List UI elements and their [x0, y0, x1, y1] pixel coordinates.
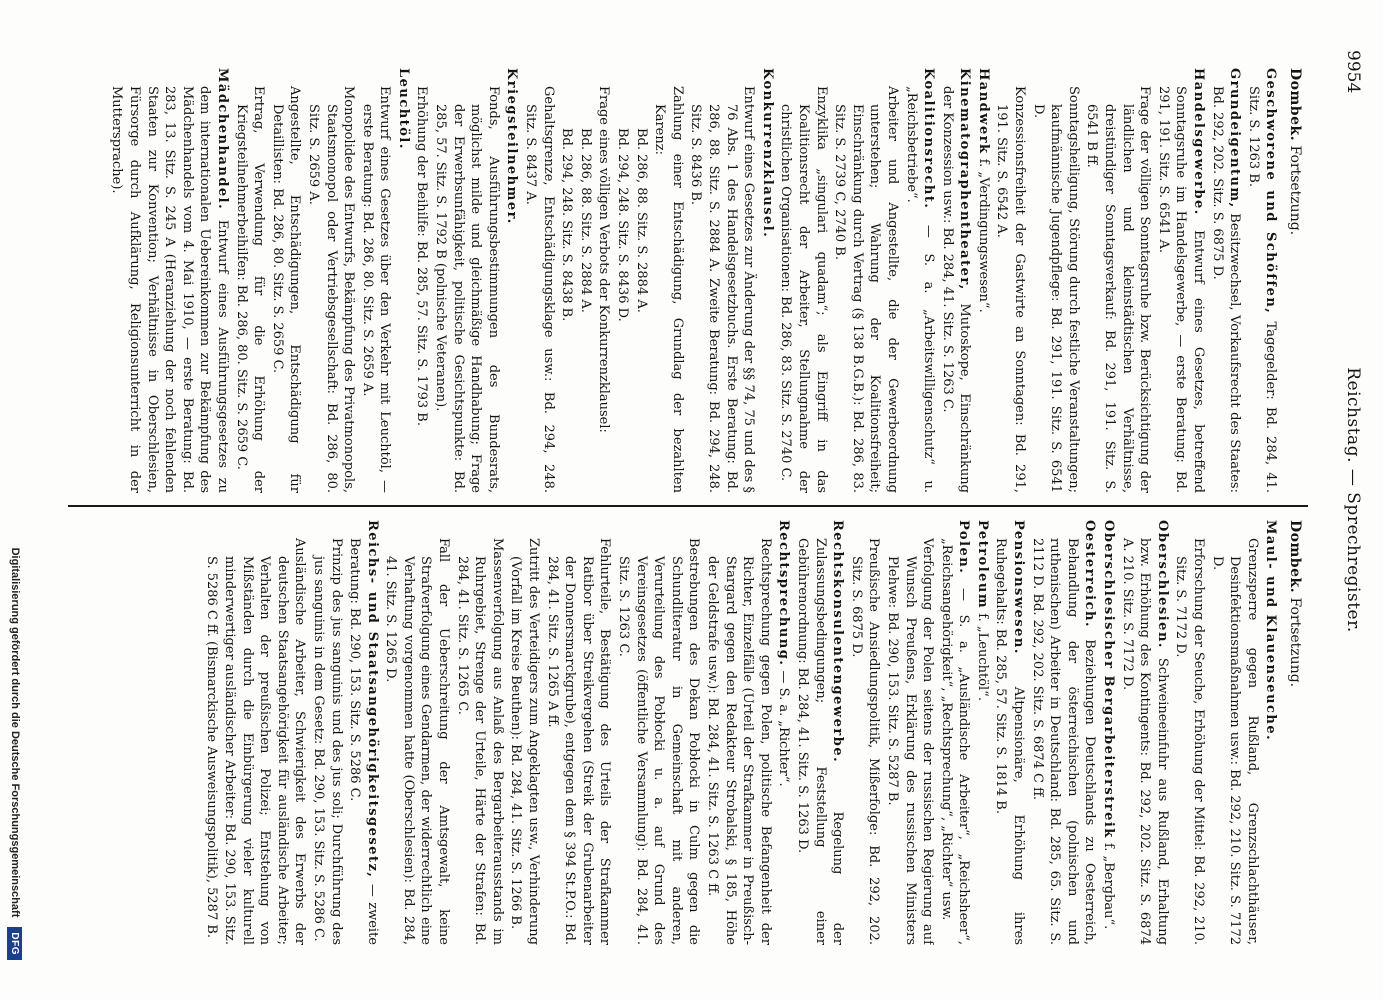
entry-keyword: Handelsgewerbe. — [1191, 68, 1207, 216]
index-entry — [974, 68, 992, 493]
entry-keyword: Mädchenhandel. — [214, 68, 230, 211]
entry-text: Enzyklika „singulari quadam“; als Eingriff in das Koalitionsrecht der Arbeiter, Stellungnahme der christlichen Organisationen: Bd. 286, 83. Sitz. S. 2740 C. — [778, 86, 829, 493]
entry-text: f. „Verdingungswesen“. — [975, 154, 991, 313]
entry-text: Rechtsprechung gegen Polen, politische Befangenheit der Richter, Einzelfälle (Urteil der Strafkammer in Preußisch-Stargard gegen den Redakteur Strobalski, § 185, Höhe der Geldstrafe usw.): Bd. 284, 41. Sitz. S. 1263 C ff. — [705, 538, 773, 945]
index-entry — [1262, 520, 1280, 945]
entry-keyword: Petroleum — [974, 520, 990, 610]
entry-text: Sonntagsheiligung, Störung durch festliche Veranstaltungen; kaufmännische Jugendpflege: Bd. 291, 191. Sitz. S. 6541 D. — [1030, 86, 1081, 493]
entry-keyword: Koalitionsrecht. — [921, 68, 937, 210]
index-entry — [1172, 520, 1207, 945]
index-entry — [831, 68, 901, 493]
index-entry — [358, 68, 393, 493]
entry-text: Bd. 286, 88. Sitz. S. 2884 A. — [577, 128, 593, 313]
digitization-credit: Digitalisierung gefördert durch die Deutsche Forschungsgemeinschaft — [9, 547, 21, 918]
index-entry — [1029, 68, 1082, 493]
index-entry — [576, 68, 594, 493]
entry-keyword: Rechtsprechung. — [776, 520, 792, 667]
index-entry — [413, 68, 431, 493]
index-entry — [203, 520, 309, 945]
entry-text: Fonds, Ausführungsbestimmungen des Bundesrats, möglichst milde und gleichmäßige Handhabung; Frage der Erwerbsunfähigkeit, politische Gesichtspunkte: Bd. 285, 57. Sitz. S. 1792 B (polnische Veteranen). — [433, 86, 501, 493]
entry-keyword: Maul- und Klauenseuche. — [1263, 520, 1279, 742]
index-entry — [232, 68, 267, 493]
index-entry — [902, 68, 937, 493]
entry-text: Arbeiter und Angestellte, die der Gewerbeordnung unterstehen; Wahrung der Koalitionsfreiheit; Einschränkung durch Vertrag (§ 138 B.G.B.): Bd. 286, 83. Sitz. S. 2739 C, 2740 B. — [832, 86, 900, 493]
entry-text: — zweite Beratung: Bd. 290, 153. Sitz. S. 5286 C. — [347, 538, 380, 945]
entry-text: Zahlung einer Entschädigung, Grundlag der bezahlten Karenz: — [652, 86, 685, 493]
index-entry — [993, 68, 1028, 493]
entry-text: Tagegelder: Bd. 284, 41. Sitz. S. 1263 B. — [1245, 86, 1279, 493]
entry-text: Altpensionäre, Erhöhung ihres Ruhegehalts: Bd. 285, 57. Sitz. S. 1814 B. — [993, 538, 1027, 945]
entry-text: Massenverfolgung aus Anlaß des Bergarbeiterausstands im Ruhrgebiet, Strenge der Urteile, Härte der Strafen: Bd. 284, 41. Sitz. S. 1265 C. — [454, 538, 505, 945]
index-entry — [304, 68, 357, 493]
index-entry — [651, 68, 686, 493]
entry-keyword: Kinematographentheater, — [957, 68, 973, 291]
entry-keyword: Handwerk — [975, 68, 991, 155]
entry-text: Regelung der Zulassungsbedingungen; Feststellung einer Gebührenordnung: Bd. 284, 41. Sitz. S. 1263 D. — [794, 538, 846, 945]
page-header — [1323, 0, 1383, 1000]
index-entry — [937, 520, 972, 945]
entry-text: Bd. 286, 88. Sitz. S. 2884 A. — [633, 128, 649, 313]
entry-text: Fehlurteile, Bestätigung des Urteils der Strafkammer Ratibor über Streikvergehen (Streik der Grubenarbeiter der Donnersmarckgrube), entgegen dem § 394 St.P.O.: Bd. 284, 41. Sitz. S. 1265 A ff. — [544, 538, 613, 945]
entry-text: Grenzsperre gegen Rußland, Grenzschlachthäuser, Desinfektionsmaßnahmen usw.: Bd. 292, 210. Sitz. S. 7172 D. — [1209, 538, 1260, 945]
entry-text: Verfolgung der Polen seitens der russischen Regierung auf Wunsch Preußens, Erklärung des russischen Ministers Plehwe: Bd. 290, 153. Sitz. S. 5287 B. — [884, 538, 936, 945]
right-entry-list — [203, 520, 1280, 945]
index-entry — [758, 68, 776, 493]
index-entry — [1099, 520, 1117, 945]
index-entry — [346, 520, 381, 945]
index-entry — [503, 68, 521, 493]
index-entry — [938, 68, 973, 493]
entry-text: Besitzwechsel, Vorkaufsrecht des Staates: Bd. 292, 202. Sitz. S. 6875 D. — [1209, 86, 1243, 493]
index-entry — [703, 520, 773, 945]
entry-text: Entwurf eines Ausführungsgesetzes zu dem internationalen Uebereinkommen zur Bekämpfung des Mädchenhandels vom 4. Mai 1910, — erste Beratung: Bd. 283, 13. Sitz. S. 245 A (Heranziehung der noch fehlenden Staaten zur Konvention; Verhältnisse in Oberschlesien, Fürsorge durch Aufklärung, Religionsunterricht in der Muttersprache). — [109, 86, 230, 493]
index-entry — [1118, 520, 1171, 945]
index-entry — [1244, 68, 1279, 493]
entry-text: Ausländische Arbeiter, Schwierigkeit des Erwerbs der deutschen Staatsangehörigkeit für ausländische Arbeiter; Verhalten der preußischen Polizei; Entstehung von Mißständen durch die Einbürgerung vieler kulturell minderwertiger ausländischer Arbeiter: Bd. 290, 153. Sitz. S. 5286 C ff. (Bismarckische Ausweisungspolitik), 5287 B. — [204, 538, 308, 945]
entry-text: Monopolidee des Entwurfs, Bekämpfung des Privatmonopols, Staatsmonopol oder Vertriebsgesellschaft: Bd. 286, 80. Sitz. S. 2659 A. — [305, 86, 357, 493]
running-head: Reichstag. — Sprechregister. — [1343, 367, 1363, 633]
index-entry — [543, 520, 613, 945]
index-entry — [432, 68, 502, 493]
dfg-logo: DFG — [8, 927, 23, 960]
entry-text: Mutoskope, Einschränkung der Konzession usw.: Bd. 284, 41. Sitz. S. 1263 C. — [939, 86, 973, 493]
column-divider — [68, 505, 1308, 507]
entry-text: Entwurf eines Gesetzes zur Änderung der §§ 74, 75 und des § 76 Abs. 1 des Handelsgesetzbuchs. Erste Beratung: Bd. 286, 88. Sitz. S. 2884 A. Zweite Beratung: Bd. 294, 248. Sitz. S. 8436 B. — [688, 86, 757, 493]
entry-keyword: Kriegsteilnehmer. — [504, 68, 520, 225]
index-entry — [1154, 68, 1207, 493]
left-entry-list — [108, 68, 1280, 493]
page-number: 9954 — [1343, 50, 1363, 94]
entry-text: Frage eines völligen Verbots der Konkurrenzklausel: — [596, 86, 612, 433]
index-entry — [558, 68, 576, 493]
index-entry — [847, 520, 882, 945]
entry-text: Konzessionsfreiheit der Gastwirte an Sonntagen: Bd. 291, 191. Sitz. S. 6542 A. — [994, 86, 1028, 493]
index-entry — [394, 68, 412, 493]
entry-text: Entwurf eines Gesetzes, betreffend Sonntagsruhe im Handelsgewerbe, — erste Beratung: Bd. 291, 191. Sitz. S. 6541 A. — [1155, 86, 1207, 493]
entry-keyword: Leuchtöl. — [395, 68, 411, 150]
index-entry — [268, 68, 303, 493]
entry-keyword: Reichs- und Staatsangehörigkeitsgesetz, — [364, 520, 380, 879]
entry-text: Fall der Ueberschreitung der Amtsgewalt, keine Strafverfolgung eines Gendarmen, der widerrechtlich eine Verhaftung vorgenommen hatte (Oberschlesien): Bd. 284, 41. Sitz. S. 1265 D. — [383, 538, 452, 945]
entry-text: Preußische Ansiedlungspolitik, Mißerfolge: Bd. 292, 202. Sitz. S. 6875 D. — [848, 538, 882, 945]
index-entry — [1083, 68, 1153, 493]
heading-name: Dombek. — [1287, 520, 1303, 594]
right-column — [58, 520, 1303, 945]
index-entry — [382, 520, 452, 945]
heading-name: Dombek. — [1287, 68, 1303, 142]
index-entry — [883, 520, 936, 945]
entry-text: f. „Bergbau“. — [1101, 838, 1117, 930]
entry-keyword: Oesterreich. — [1082, 520, 1098, 628]
entry-keyword: Oberschlesien. — [1154, 520, 1170, 649]
index-entry — [595, 68, 613, 493]
entry-text: Beziehungen Deutschlands zu Oesterreich, Behandlung der österreichischen (polnischen und ruthenischen) Arbeiter in Deutschland: Bd. 285, 65. Sitz. S. 2112 D. Bd. 292, 202. Sitz. S. 6874 C ff. — [1029, 538, 1098, 945]
entry-keyword: Rechtskonsulentengewerbe. — [830, 520, 846, 764]
index-entry — [1208, 520, 1261, 945]
heading-continuation: Fortsetzung. — [1287, 593, 1303, 688]
index-entry — [453, 520, 506, 945]
index-entry — [1028, 520, 1098, 945]
entry-text: Zutritt des Verteidigers zum Angeklagten usw., Verhinderung (Vorfall im Kreise Beuthen): Bd. 284, 41. Sitz. S. 1266 B. — [508, 538, 542, 945]
entry-keyword: Pensionswesen. — [1011, 520, 1027, 655]
entry-keyword: Grundeigentum, — [1227, 68, 1243, 209]
index-entry — [777, 68, 830, 493]
index-entry — [521, 68, 556, 493]
column-heading — [1285, 68, 1303, 493]
entry-text: — S. a. „Arbeitswilligenschutz“ u. „Reichsbetriebe“. — [903, 86, 937, 493]
index-entry — [687, 68, 757, 493]
entry-text: Prinzip des jus sanguinis und des jus soli; Durchführung des jus sanguinis in dem Gesetz: Bd. 290, 153. Sitz. S. 5286 C. — [310, 538, 344, 945]
entry-text: Angestellte, Entschädigungen, Entschädigung für Detaillisten: Bd. 286, 80. Sitz. S. 2659 C. — [269, 86, 303, 493]
entry-keyword: Geschworene und Schöffen, — [1263, 68, 1279, 315]
entry-text: f. „Leuchtöl“. — [974, 609, 990, 701]
index-entry — [309, 520, 344, 945]
column-heading — [1285, 520, 1303, 945]
page-footer — [0, 60, 30, 960]
index-entry — [614, 520, 702, 945]
left-column — [58, 68, 1303, 493]
entry-text: Bestrebungen des Dekan Pobłocki in Culm gegen die Schundliteratur in Gemeinschaft mit anderen, Verurteilung des Pobłocki u. a. auf Grund des Vereinsgesetzes (öffentliche Versammlung): Bd. 284, 41. Sitz. S. 1263 C. — [616, 538, 702, 945]
index-entry — [632, 68, 650, 493]
entry-text: Gehaltsgrenze, Entschädigungsklage usw.: Bd. 294, 248. Sitz. S. 8437 A. — [523, 86, 556, 493]
entry-text: Bd. 294, 248. Sitz. S. 8438 B. — [559, 128, 575, 322]
index-entry — [507, 520, 542, 945]
index-entry — [1208, 68, 1243, 493]
entry-text: — S. a. „Ausländische Arbeiter“, „Reichsheer“, „Reichsangehörigkeit“, „Rechtsprechung“, „Richter“ usw. — [938, 538, 972, 945]
index-entry — [992, 520, 1027, 945]
entry-keyword: Polen. — [956, 520, 972, 575]
entry-text: Erforschung der Seuche, Erhöhung der Mittel: Bd. 292, 210. Sitz. S. 7172 D. — [1173, 538, 1207, 945]
entry-text: Ertrag, Verwendung für die Erhöhung der Kriegsteilnehmerbeihilfen: Bd. 286, 80. Sitz. S. 2659 C. — [233, 86, 267, 493]
index-entry — [775, 520, 793, 945]
index-entry — [613, 68, 631, 493]
index-entry — [108, 68, 231, 493]
entry-text: — S. a. „Richter“. — [776, 666, 792, 787]
entry-text: Frage der völligen Sonntagsruhe bzw. Berücksichtigung der ländlichen und kleinstädtischen Verhältnisse, dreistündiger Sonntagsverkauf: Bd. 291, 191. Sitz. S. 6541 B ff. — [1084, 86, 1153, 493]
index-entry — [973, 520, 991, 945]
entry-text: Entwurf eines Gesetzes über den Verkehr mit Leuchtöl, — erste Beratung: Bd. 286, 80. Sitz. S. 2659 A. — [359, 86, 393, 493]
index-entry — [793, 520, 846, 945]
entry-text: Schweineeinfuhr aus Rußland, Erhaltung bzw. Erhöhung des Kontingents: Bd. 292, 202. Sitz. S. 6874 A. 210. Sitz. S. 7172 D. — [1119, 538, 1170, 945]
entry-keyword: Oberschlesischer Bergarbeiterstreik — [1101, 520, 1117, 839]
entry-text: Bd. 294, 248. Sitz. S. 8436 D. — [615, 128, 631, 322]
entry-text: Erhöhung der Beihilfe: Bd. 285, 57. Sitz. S. 1793 B. — [414, 86, 430, 426]
heading-continuation: Fortsetzung. — [1287, 141, 1303, 236]
entry-keyword: Konkurrenzklausel. — [759, 68, 775, 239]
